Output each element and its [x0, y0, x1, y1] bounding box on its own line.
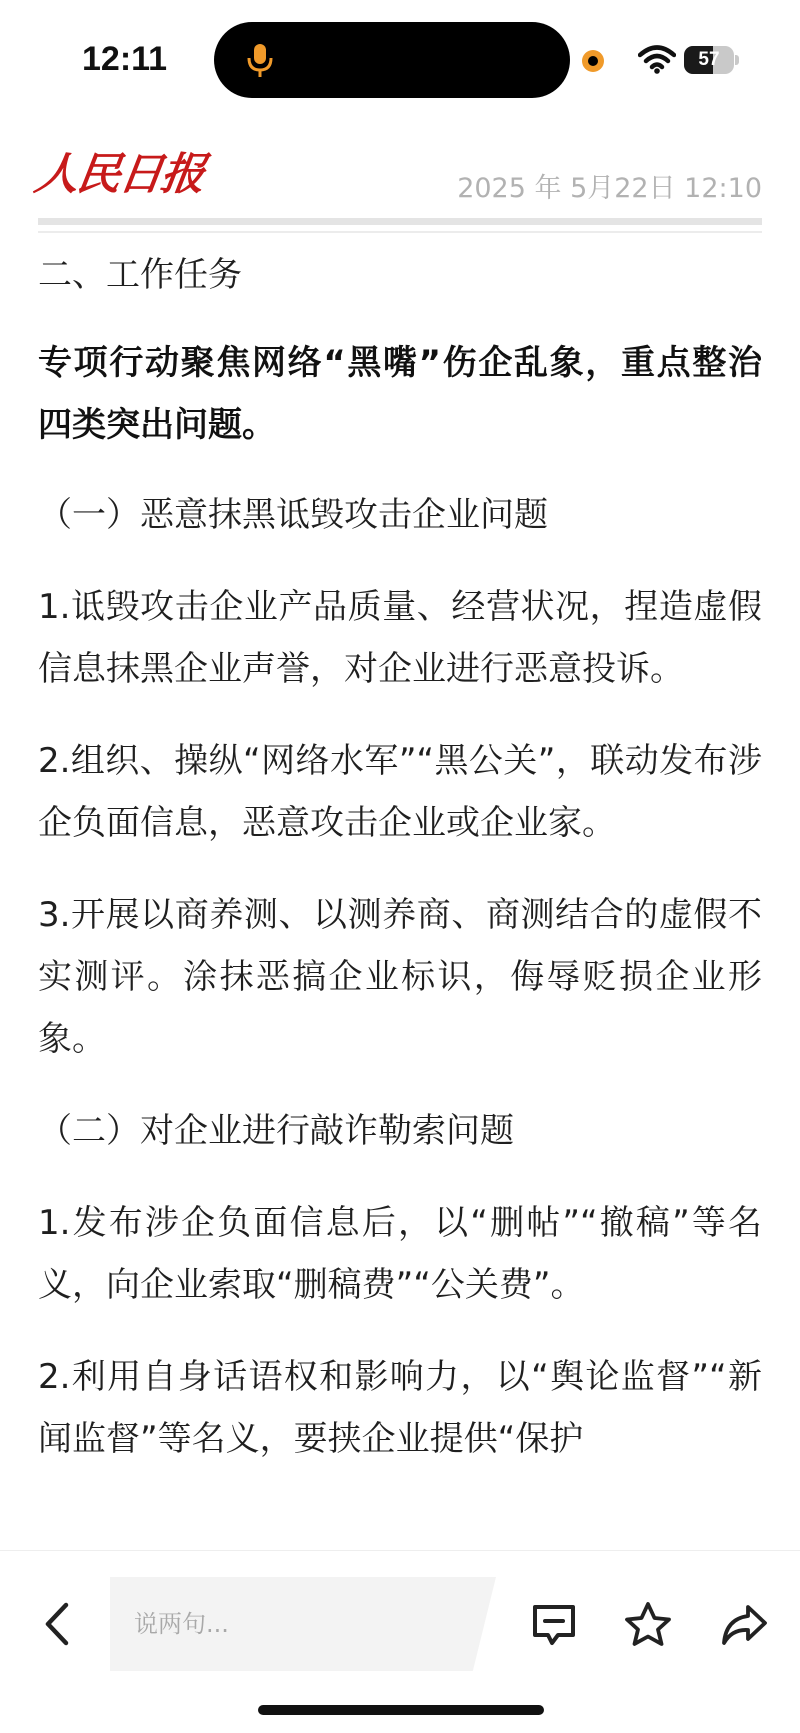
comment-icon[interactable]: [528, 1599, 580, 1651]
wifi-icon: [638, 44, 676, 74]
newspaper-logo: 人民日报: [31, 149, 207, 200]
header-divider: [38, 218, 762, 225]
share-icon[interactable]: [718, 1599, 770, 1651]
subsection-heading: （二）对企业进行敲诈勒索问题: [38, 1111, 514, 1151]
microphone-icon: [240, 40, 280, 80]
battery-cap: [735, 55, 739, 65]
article-paragraph: 3.开展以商养测、以测养商、商测结合的虚假不实测评。涂抹恶搞企业标识，侮辱贬损企业形象。: [38, 895, 762, 1059]
status-bar: [0, 0, 800, 120]
home-indicator[interactable]: [258, 1705, 544, 1715]
article-paragraph: 1.发布涉企负面信息后，以“删帖”“撤稿”等名义，向企业索取“删稿费”“公关费”。: [38, 1203, 762, 1305]
article-body: [38, 244, 762, 1500]
battery-icon: [684, 46, 734, 74]
article-paragraph: 2.组织、操纵“网络水军”“黑公关”，联动发布涉企负面信息，恶意攻击企业或企业家。: [38, 741, 762, 843]
recording-indicator: [582, 50, 604, 72]
bottom-action-bar: [0, 1550, 800, 1733]
star-icon[interactable]: [622, 1599, 674, 1651]
publish-date: 2025 年 5月22日 12:10: [457, 173, 762, 204]
section-title: 二、工作任务: [38, 255, 242, 295]
dynamic-island: [214, 22, 570, 98]
article-paragraph: 2.利用自身话语权和影响力，以“舆论监督”“新闻监督”等名义，要挟企业提供“保护: [38, 1357, 762, 1459]
article-paragraph: 1.诋毁攻击企业产品质量、经营状况，捏造虚假信息抹黑企业声誉，对企业进行恶意投诉。: [38, 587, 762, 689]
lead-paragraph: 专项行动聚焦网络“黑嘴”伤企乱象，重点整治四类突出问题。: [38, 343, 762, 445]
back-icon[interactable]: [36, 1599, 80, 1649]
comment-input[interactable]: [110, 1577, 496, 1671]
subsection-heading: （一）恶意抹黑诋毁攻击企业问题: [38, 495, 548, 535]
battery-level: 57: [698, 49, 720, 70]
status-time: 12:11: [82, 40, 168, 78]
header-divider-thin: [38, 231, 762, 233]
